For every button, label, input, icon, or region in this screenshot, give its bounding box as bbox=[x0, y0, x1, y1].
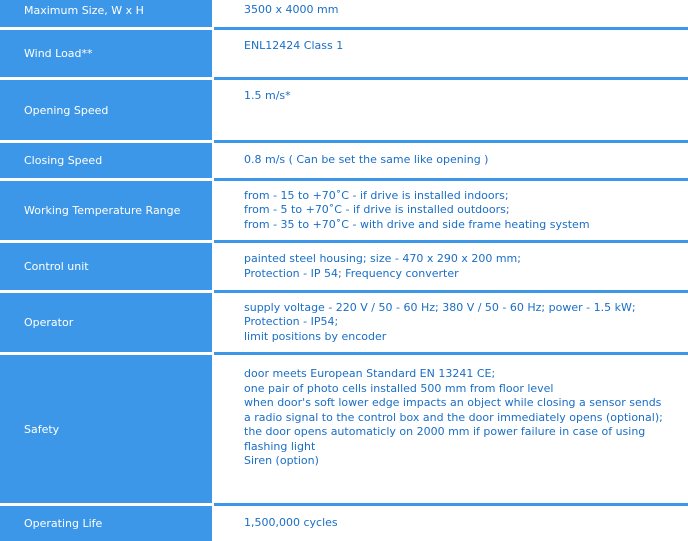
spec-value bbox=[214, 243, 688, 293]
spec-label: Wind Load** bbox=[0, 30, 212, 80]
spec-label: Operating Life bbox=[0, 506, 212, 541]
spec-value-line: from - 35 to +70˚C - with drive and side frame heating system bbox=[244, 217, 590, 231]
spec-value-line: Protection - IP 54; Frequency converter bbox=[244, 266, 459, 280]
spec-label: Opening Speed bbox=[0, 80, 212, 143]
spec-row-closing-speed bbox=[0, 143, 688, 181]
spec-value-line: when door's soft lower edge impacts an object while closing a sensor sends bbox=[244, 396, 662, 409]
spec-value-line: from - 5 to +70˚C - if drive is installed outdoors; bbox=[244, 203, 510, 217]
spec-label: Operator bbox=[0, 293, 212, 355]
spec-row-opening-speed bbox=[0, 80, 688, 143]
spec-value-line: Siren (option) bbox=[244, 454, 319, 467]
spec-row-safety bbox=[0, 355, 688, 506]
spec-row-operating-life bbox=[0, 506, 688, 541]
spec-label: Closing Speed bbox=[0, 143, 212, 181]
spec-value-line: 0.8 m/s ( Can be set the same like opening ) bbox=[244, 153, 489, 167]
spec-row-operator bbox=[0, 293, 688, 355]
spec-value-line: 3500 x 4000 mm bbox=[244, 3, 339, 17]
spec-value-line: one pair of photo cells installed 500 mm from floor level bbox=[244, 381, 554, 395]
spec-row-wind-load bbox=[0, 30, 688, 80]
spec-value-line: 1,500,000 cycles bbox=[244, 516, 338, 530]
spec-value-line: ENL12424 Class 1 bbox=[244, 39, 344, 52]
spec-value-line: painted steel housing; size - 470 x 290 x 200 mm; bbox=[244, 252, 521, 265]
spec-value bbox=[214, 30, 688, 80]
spec-value-line: supply voltage - 220 V / 50 - 60 Hz; 380 V / 50 - 60 Hz; power - 1.5 kW; bbox=[244, 300, 636, 314]
spec-value-line: the door opens automaticly on 2000 mm if power failure in case of using bbox=[244, 425, 646, 438]
spec-value-line: 1.5 m/s* bbox=[244, 89, 291, 102]
spec-value bbox=[214, 293, 688, 355]
spec-row-working-temperature bbox=[0, 181, 688, 243]
spec-value bbox=[214, 506, 688, 541]
spec-value-line: from - 15 to +70˚C - if drive is installed indoors; bbox=[244, 188, 509, 202]
spec-value-line: a radio signal to the control box and the door immediately opens (optional); bbox=[244, 410, 663, 424]
spec-value bbox=[214, 80, 688, 143]
spec-value-line: Protection - IP54; bbox=[244, 315, 339, 329]
spec-value-line: flashing light bbox=[244, 439, 316, 453]
spec-row-control-unit bbox=[0, 243, 688, 293]
spec-value bbox=[214, 0, 688, 30]
spec-value-line: limit positions by encoder bbox=[244, 329, 387, 343]
spec-label: Maximum Size, W x H bbox=[0, 0, 212, 30]
spec-value-line: door meets European Standard EN 13241 CE; bbox=[244, 367, 496, 380]
spec-value bbox=[214, 181, 688, 243]
spec-label: Safety bbox=[0, 355, 212, 506]
spec-row-maximum-size bbox=[0, 0, 688, 30]
spec-label: Working Temperature Range bbox=[0, 181, 212, 243]
spec-value bbox=[214, 355, 688, 506]
spec-label: Control unit bbox=[0, 243, 212, 293]
spec-value bbox=[214, 143, 688, 181]
